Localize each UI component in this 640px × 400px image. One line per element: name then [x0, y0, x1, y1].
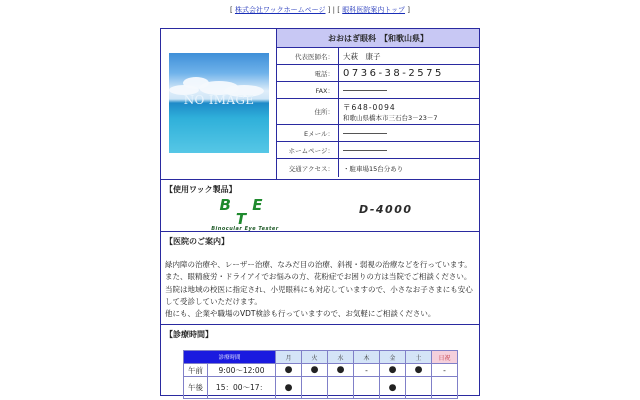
- mark-cell: [406, 377, 432, 399]
- mark-cell: ●: [406, 364, 432, 377]
- mark-cell: ●: [328, 364, 354, 377]
- bet-logo-text: B E T: [219, 196, 271, 228]
- about-paragraph: また、眼精疲労・ドライアイでお悩みの方、花粉症でお困りの方は当院でご相談ください。: [165, 272, 472, 282]
- bet-subtitle: Binocular Eye Tester: [211, 226, 279, 232]
- mark-cell: [432, 377, 458, 399]
- about-section: [161, 232, 479, 325]
- field-label: 住所：: [277, 99, 339, 124]
- address-value: [339, 99, 479, 124]
- field-label: 代表医師名：: [277, 48, 339, 64]
- address-line: 和歌山県橋本市三石台3－23－7: [343, 113, 438, 122]
- homepage-value: [339, 142, 479, 158]
- mark-cell: ●: [276, 364, 302, 377]
- mark-cell: -: [432, 364, 458, 377]
- clinic-header: [161, 29, 479, 180]
- field-label: 電話：: [277, 65, 339, 81]
- bet-logo[interactable]: [209, 198, 281, 232]
- day-sun-holiday: 日祝: [432, 351, 458, 364]
- empty-dash: [343, 150, 387, 151]
- row-fax: [277, 82, 479, 99]
- row-access: [277, 159, 479, 177]
- about-paragraph: 他にも、企業や職場のVDT検診も行っていますので、お気軽にご相談ください。: [165, 309, 436, 319]
- row-email: [277, 125, 479, 142]
- mark-cell: [354, 377, 380, 399]
- email-value: [339, 125, 479, 141]
- separator: ] | [: [325, 6, 343, 14]
- empty-dash: [343, 90, 387, 91]
- clinic-title: おおはぎ眼科 【和歌山県】: [277, 29, 479, 48]
- no-image-label: NO IMAGE: [183, 93, 255, 107]
- empty-dash: [343, 133, 387, 134]
- bracket: [: [230, 6, 235, 14]
- row-homepage: [277, 142, 479, 159]
- period-label: 午後: [184, 377, 208, 399]
- row-doctor: [277, 48, 479, 65]
- field-label: ホームページ：: [277, 142, 339, 158]
- mark-cell: [302, 377, 328, 399]
- access-value: ・駐車場15台分あり: [343, 164, 404, 173]
- bracket: ]: [405, 6, 410, 14]
- day-wed: 水: [328, 351, 354, 364]
- clinic-guide-top-link[interactable]: 眼科医院案内トップ: [342, 6, 406, 14]
- mark-cell: ●: [276, 377, 302, 399]
- wac-homepage-link[interactable]: 株式会社ワックホームページ: [234, 6, 326, 14]
- field-label: FAX：: [277, 82, 339, 98]
- mark-cell: -: [354, 364, 380, 377]
- clinic-info: [277, 29, 479, 179]
- field-label: Eメール：: [277, 125, 339, 141]
- postal-code: 〒648-0094: [343, 102, 396, 112]
- doctor-name: 大萩 康子: [343, 51, 381, 61]
- field-label: 交通アクセス：: [277, 159, 339, 177]
- hours-heading: 【診療時間】: [165, 330, 213, 340]
- day-tue: 火: [302, 351, 328, 364]
- about-paragraph: 緑内障の治療や、レーザー治療、なみだ目の治療、斜視・弱視の治療などを行っています。: [165, 260, 472, 269]
- d4000-logo[interactable]: D-4000: [359, 203, 413, 216]
- hours-header-row: [184, 351, 458, 364]
- mark-cell: [328, 377, 354, 399]
- about-paragraph: 当院は地域の校医に指定され、小児眼科にも対応していますので、小さなお子さまにも安心して受診していただけます。: [165, 284, 473, 306]
- clinic-image-cell: [161, 29, 277, 179]
- phone-number: 0736-38-2575: [343, 67, 444, 79]
- hours-row-afternoon: [184, 377, 458, 399]
- mark-cell: ●: [380, 364, 406, 377]
- about-body: [161, 249, 479, 324]
- row-address: [277, 99, 479, 125]
- time-range: 9:00〜12:00: [208, 364, 276, 377]
- mark-cell: ●: [302, 364, 328, 377]
- time-range: 15：00〜17：: [208, 377, 276, 399]
- fax-value: [339, 82, 479, 98]
- products-heading: 【使用ワック製品】: [165, 185, 237, 194]
- no-image-placeholder: [169, 53, 269, 153]
- top-navigation: [0, 5, 640, 15]
- hours-table: [183, 350, 458, 399]
- hours-section: [161, 325, 479, 395]
- period-label: 午前: [184, 364, 208, 377]
- clinic-card: [160, 28, 480, 396]
- day-thu: 木: [354, 351, 380, 364]
- row-phone: [277, 65, 479, 82]
- day-mon: 月: [276, 351, 302, 364]
- hours-header-label: 診療時間: [184, 351, 276, 364]
- day-sat: 土: [406, 351, 432, 364]
- products-section: [161, 180, 479, 232]
- about-heading: 【医院のご案内】: [165, 237, 229, 246]
- day-fri: 金: [380, 351, 406, 364]
- mark-cell: ●: [380, 377, 406, 399]
- hours-row-morning: [184, 364, 458, 377]
